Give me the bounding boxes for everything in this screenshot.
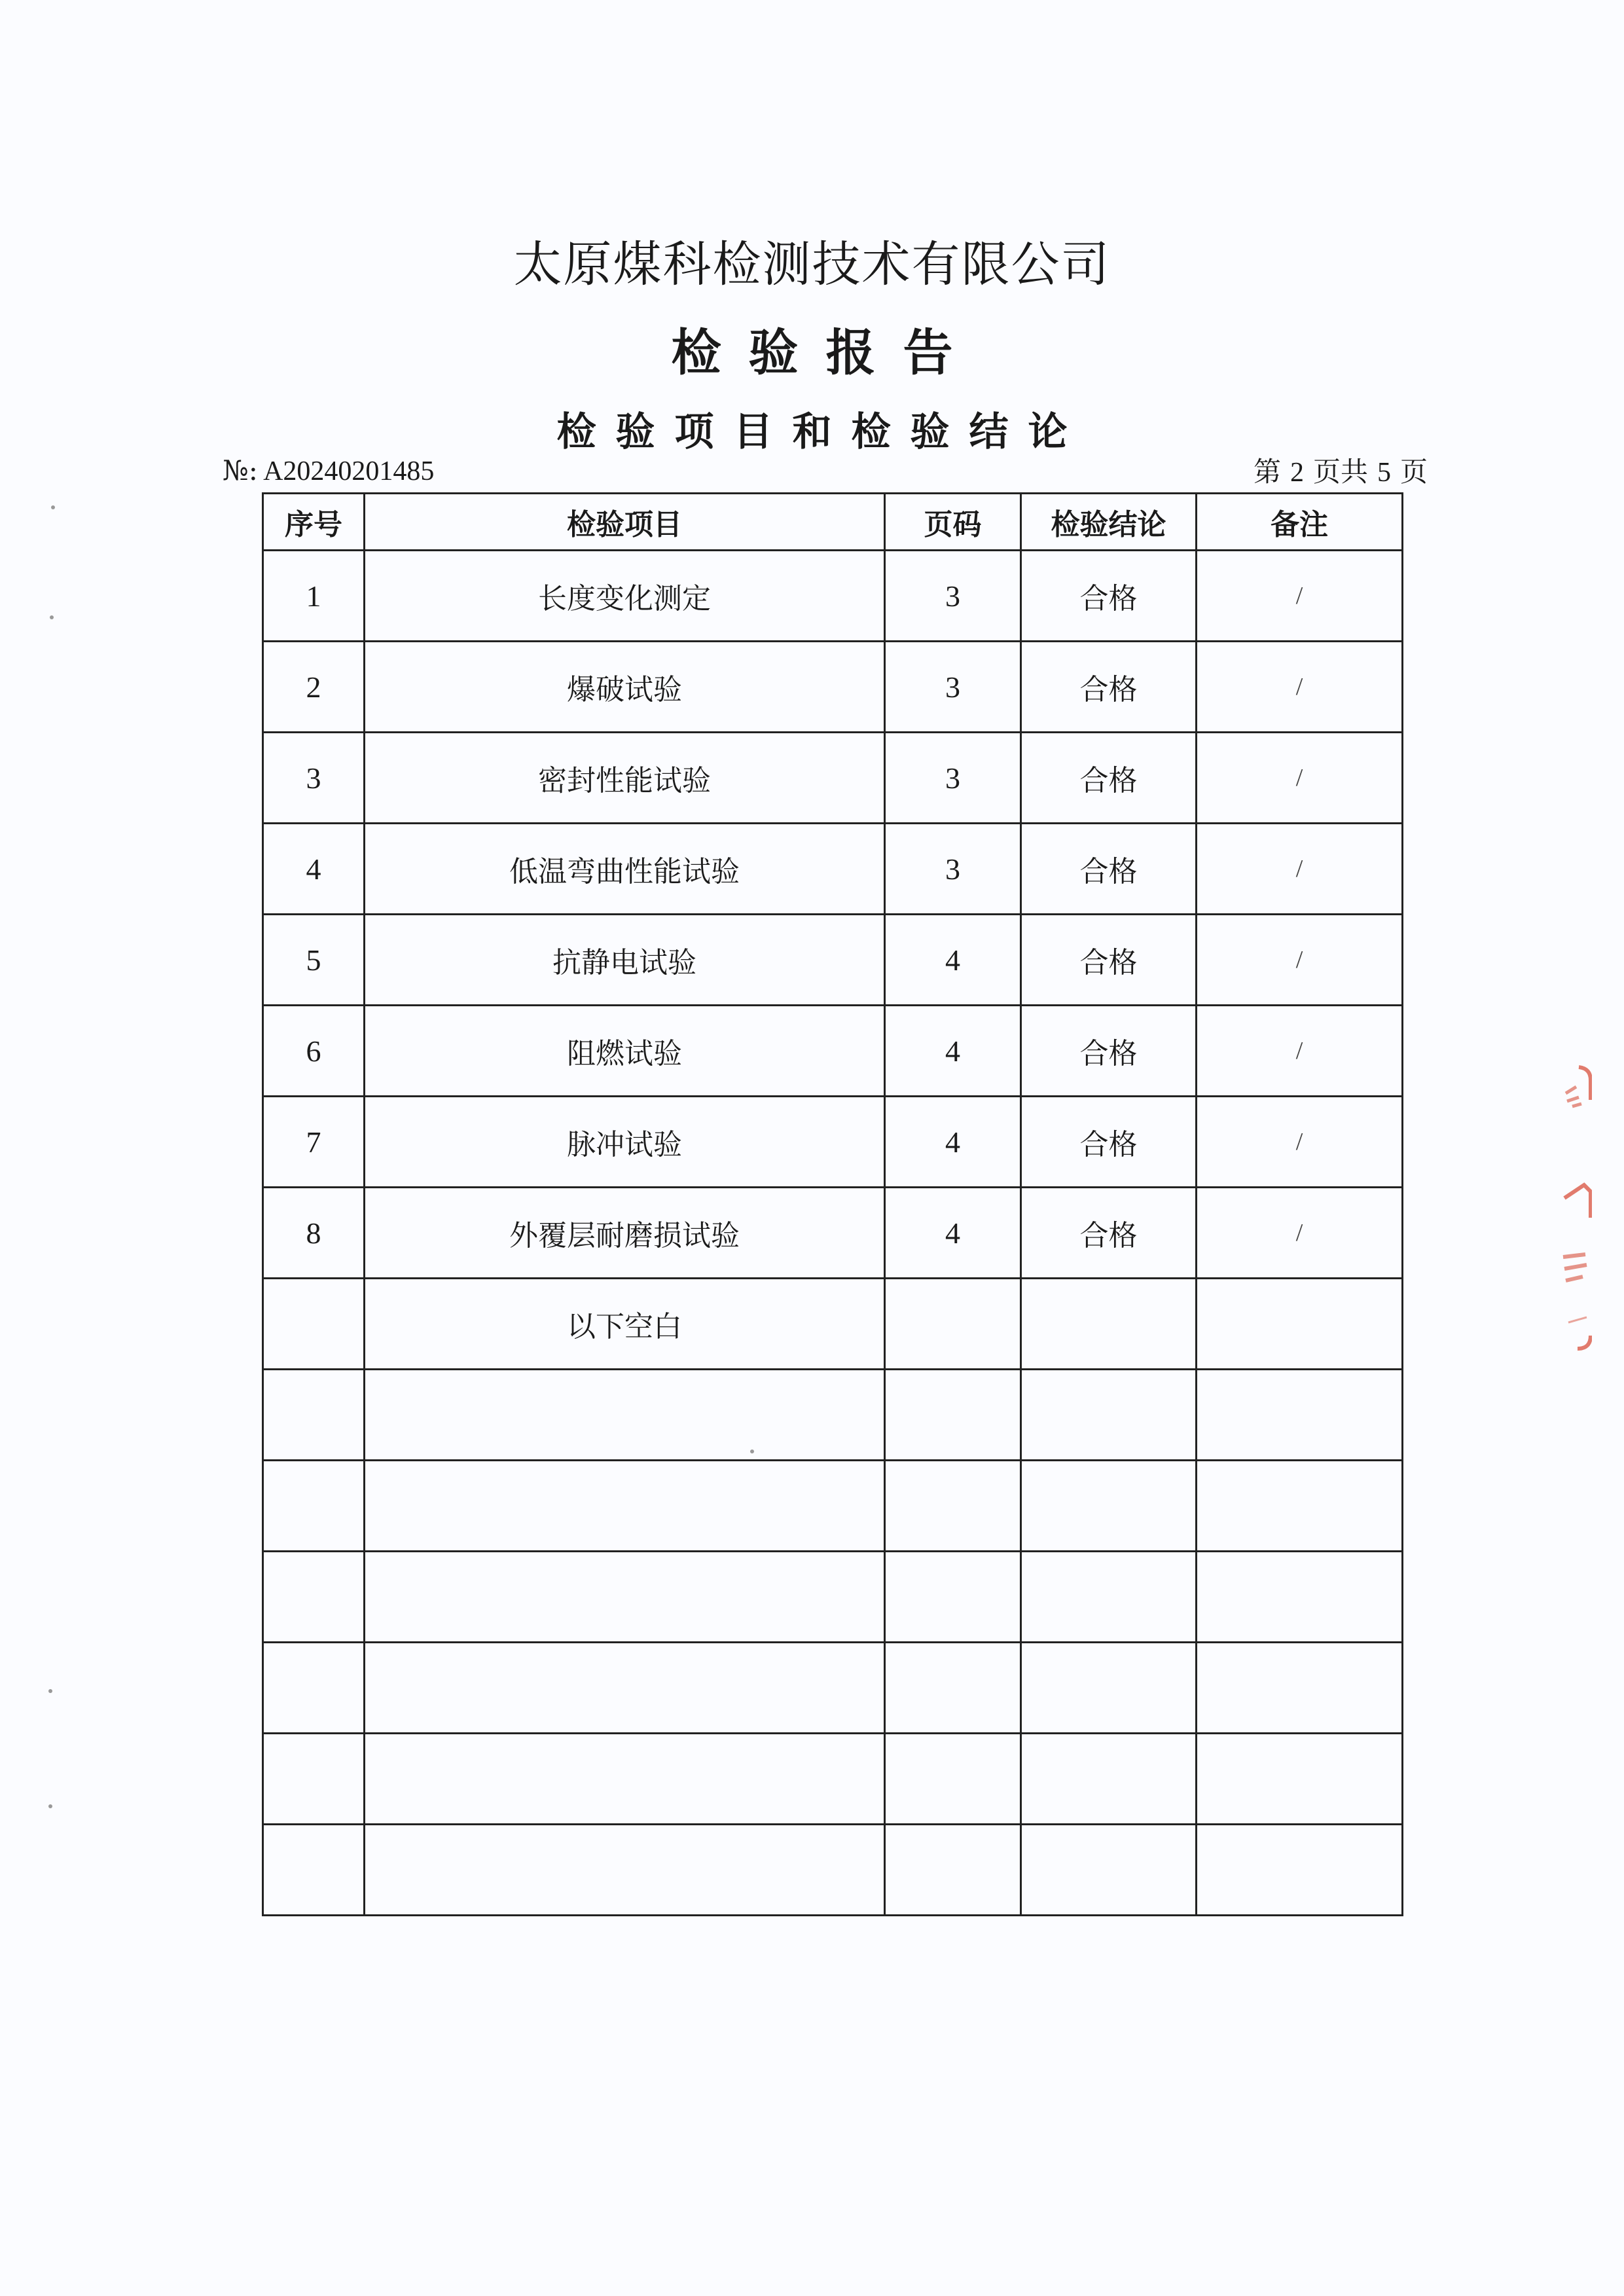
cell-page: 4 [885,1188,1021,1279]
report-number-label: №: [223,454,258,486]
section-title: 检验项目和检验结论 [556,409,1087,455]
cell-remark [1197,1643,1403,1734]
cell-seq [263,1825,365,1916]
page-prefix: 第 [1253,456,1281,488]
page-middle: 页共 [1312,456,1368,488]
cell-item: 低温弯曲性能试验 [365,824,885,915]
cell-item [365,1734,885,1825]
table-row [263,1461,1403,1552]
cell-remark: / [1197,733,1403,824]
cell-item [365,1825,885,1916]
cell-remark [1197,1461,1403,1552]
cell-item: 外覆层耐磨损试验 [365,1188,885,1279]
cell-page [885,1370,1021,1461]
cell-seq: 6 [263,1006,365,1097]
cell-seq [263,1279,365,1370]
cell-conclusion: 合格 [1021,824,1197,915]
cell-conclusion: 合格 [1021,1097,1197,1188]
cell-item: 以下空白 [365,1279,885,1370]
cell-conclusion: 合格 [1021,915,1197,1006]
scan-speck [51,505,55,509]
column-header-remark: 备注 [1197,494,1403,551]
cell-conclusion: 合格 [1021,551,1197,642]
cell-remark: / [1197,551,1403,642]
cell-remark [1197,1552,1403,1643]
cell-item [365,1370,885,1461]
column-header-page: 页码 [885,494,1021,551]
cell-conclusion: 合格 [1021,1188,1197,1279]
cell-item [365,1643,885,1734]
cell-page: 4 [885,1097,1021,1188]
column-header-conclusion: 检验结论 [1021,494,1197,551]
cell-seq: 2 [263,642,365,733]
cell-page [885,1552,1021,1643]
table-row [263,1552,1403,1643]
cell-item [365,1552,885,1643]
cell-page: 3 [885,733,1021,824]
cell-page: 3 [885,551,1021,642]
cell-item: 脉冲试验 [365,1097,885,1188]
scan-speck [750,1449,754,1453]
cell-item [365,1461,885,1552]
cell-remark [1197,1370,1403,1461]
cell-item: 抗静电试验 [365,915,885,1006]
inspection-items-table [262,492,1403,1916]
cell-conclusion [1021,1461,1197,1552]
cell-seq: 7 [263,1097,365,1188]
cell-remark: / [1197,915,1403,1006]
cell-conclusion [1021,1643,1197,1734]
report-number [223,454,434,487]
column-header-item: 检验项目 [365,494,885,551]
page-current: 2 [1290,458,1304,488]
cell-conclusion: 合格 [1021,733,1197,824]
table-row [263,733,1403,824]
table-row [263,824,1403,915]
table-row [263,642,1403,733]
cell-page [885,1825,1021,1916]
column-header-seq: 序号 [263,494,365,551]
cell-seq: 8 [263,1188,365,1279]
table-row [263,1279,1403,1370]
cell-remark [1197,1279,1403,1370]
scan-speck [50,615,54,619]
cell-remark: / [1197,1188,1403,1279]
cell-remark: / [1197,824,1403,915]
cell-seq [263,1370,365,1461]
cell-conclusion [1021,1825,1197,1916]
cell-page [885,1461,1021,1552]
cell-item: 长度变化测定 [365,551,885,642]
cell-remark: / [1197,1006,1403,1097]
company-name: 太原煤科检测技术有限公司 [513,236,1111,293]
cell-remark [1197,1825,1403,1916]
report-number-value: A20240201485 [263,456,435,486]
scan-speck [48,1804,52,1808]
cell-page: 3 [885,824,1021,915]
cell-page: 4 [885,915,1021,1006]
cell-remark: / [1197,1097,1403,1188]
cell-seq [263,1552,365,1643]
cell-conclusion [1021,1734,1197,1825]
table-row [263,1734,1403,1825]
table-header-row [263,494,1403,551]
report-title: 检验报告 [671,323,981,382]
cell-page [885,1734,1021,1825]
page-total: 5 [1377,458,1391,488]
seal-stamp-fragment [1553,1061,1592,1362]
table-row [263,1097,1403,1188]
cell-remark [1197,1734,1403,1825]
cell-seq [263,1643,365,1734]
table-row [263,1188,1403,1279]
cell-seq [263,1734,365,1825]
cell-seq: 4 [263,824,365,915]
cell-conclusion [1021,1279,1197,1370]
cell-page: 3 [885,642,1021,733]
cell-conclusion: 合格 [1021,1006,1197,1097]
scan-speck [48,1689,52,1693]
cell-seq [263,1461,365,1552]
cell-conclusion [1021,1370,1197,1461]
cell-conclusion: 合格 [1021,642,1197,733]
table-row [263,1643,1403,1734]
table-row [263,1006,1403,1097]
table-row [263,915,1403,1006]
cell-remark: / [1197,642,1403,733]
cell-seq: 3 [263,733,365,824]
page-suffix: 页 [1399,456,1428,488]
cell-page [885,1279,1021,1370]
cell-seq: 5 [263,915,365,1006]
cell-conclusion [1021,1552,1197,1643]
cell-item: 密封性能试验 [365,733,885,824]
cell-page [885,1643,1021,1734]
table-row [263,1825,1403,1916]
page-indicator [1254,450,1428,490]
cell-item: 爆破试验 [365,642,885,733]
cell-item: 阻燃试验 [365,1006,885,1097]
cell-seq: 1 [263,551,365,642]
cell-page: 4 [885,1006,1021,1097]
table-row [263,551,1403,642]
table-row [263,1370,1403,1461]
